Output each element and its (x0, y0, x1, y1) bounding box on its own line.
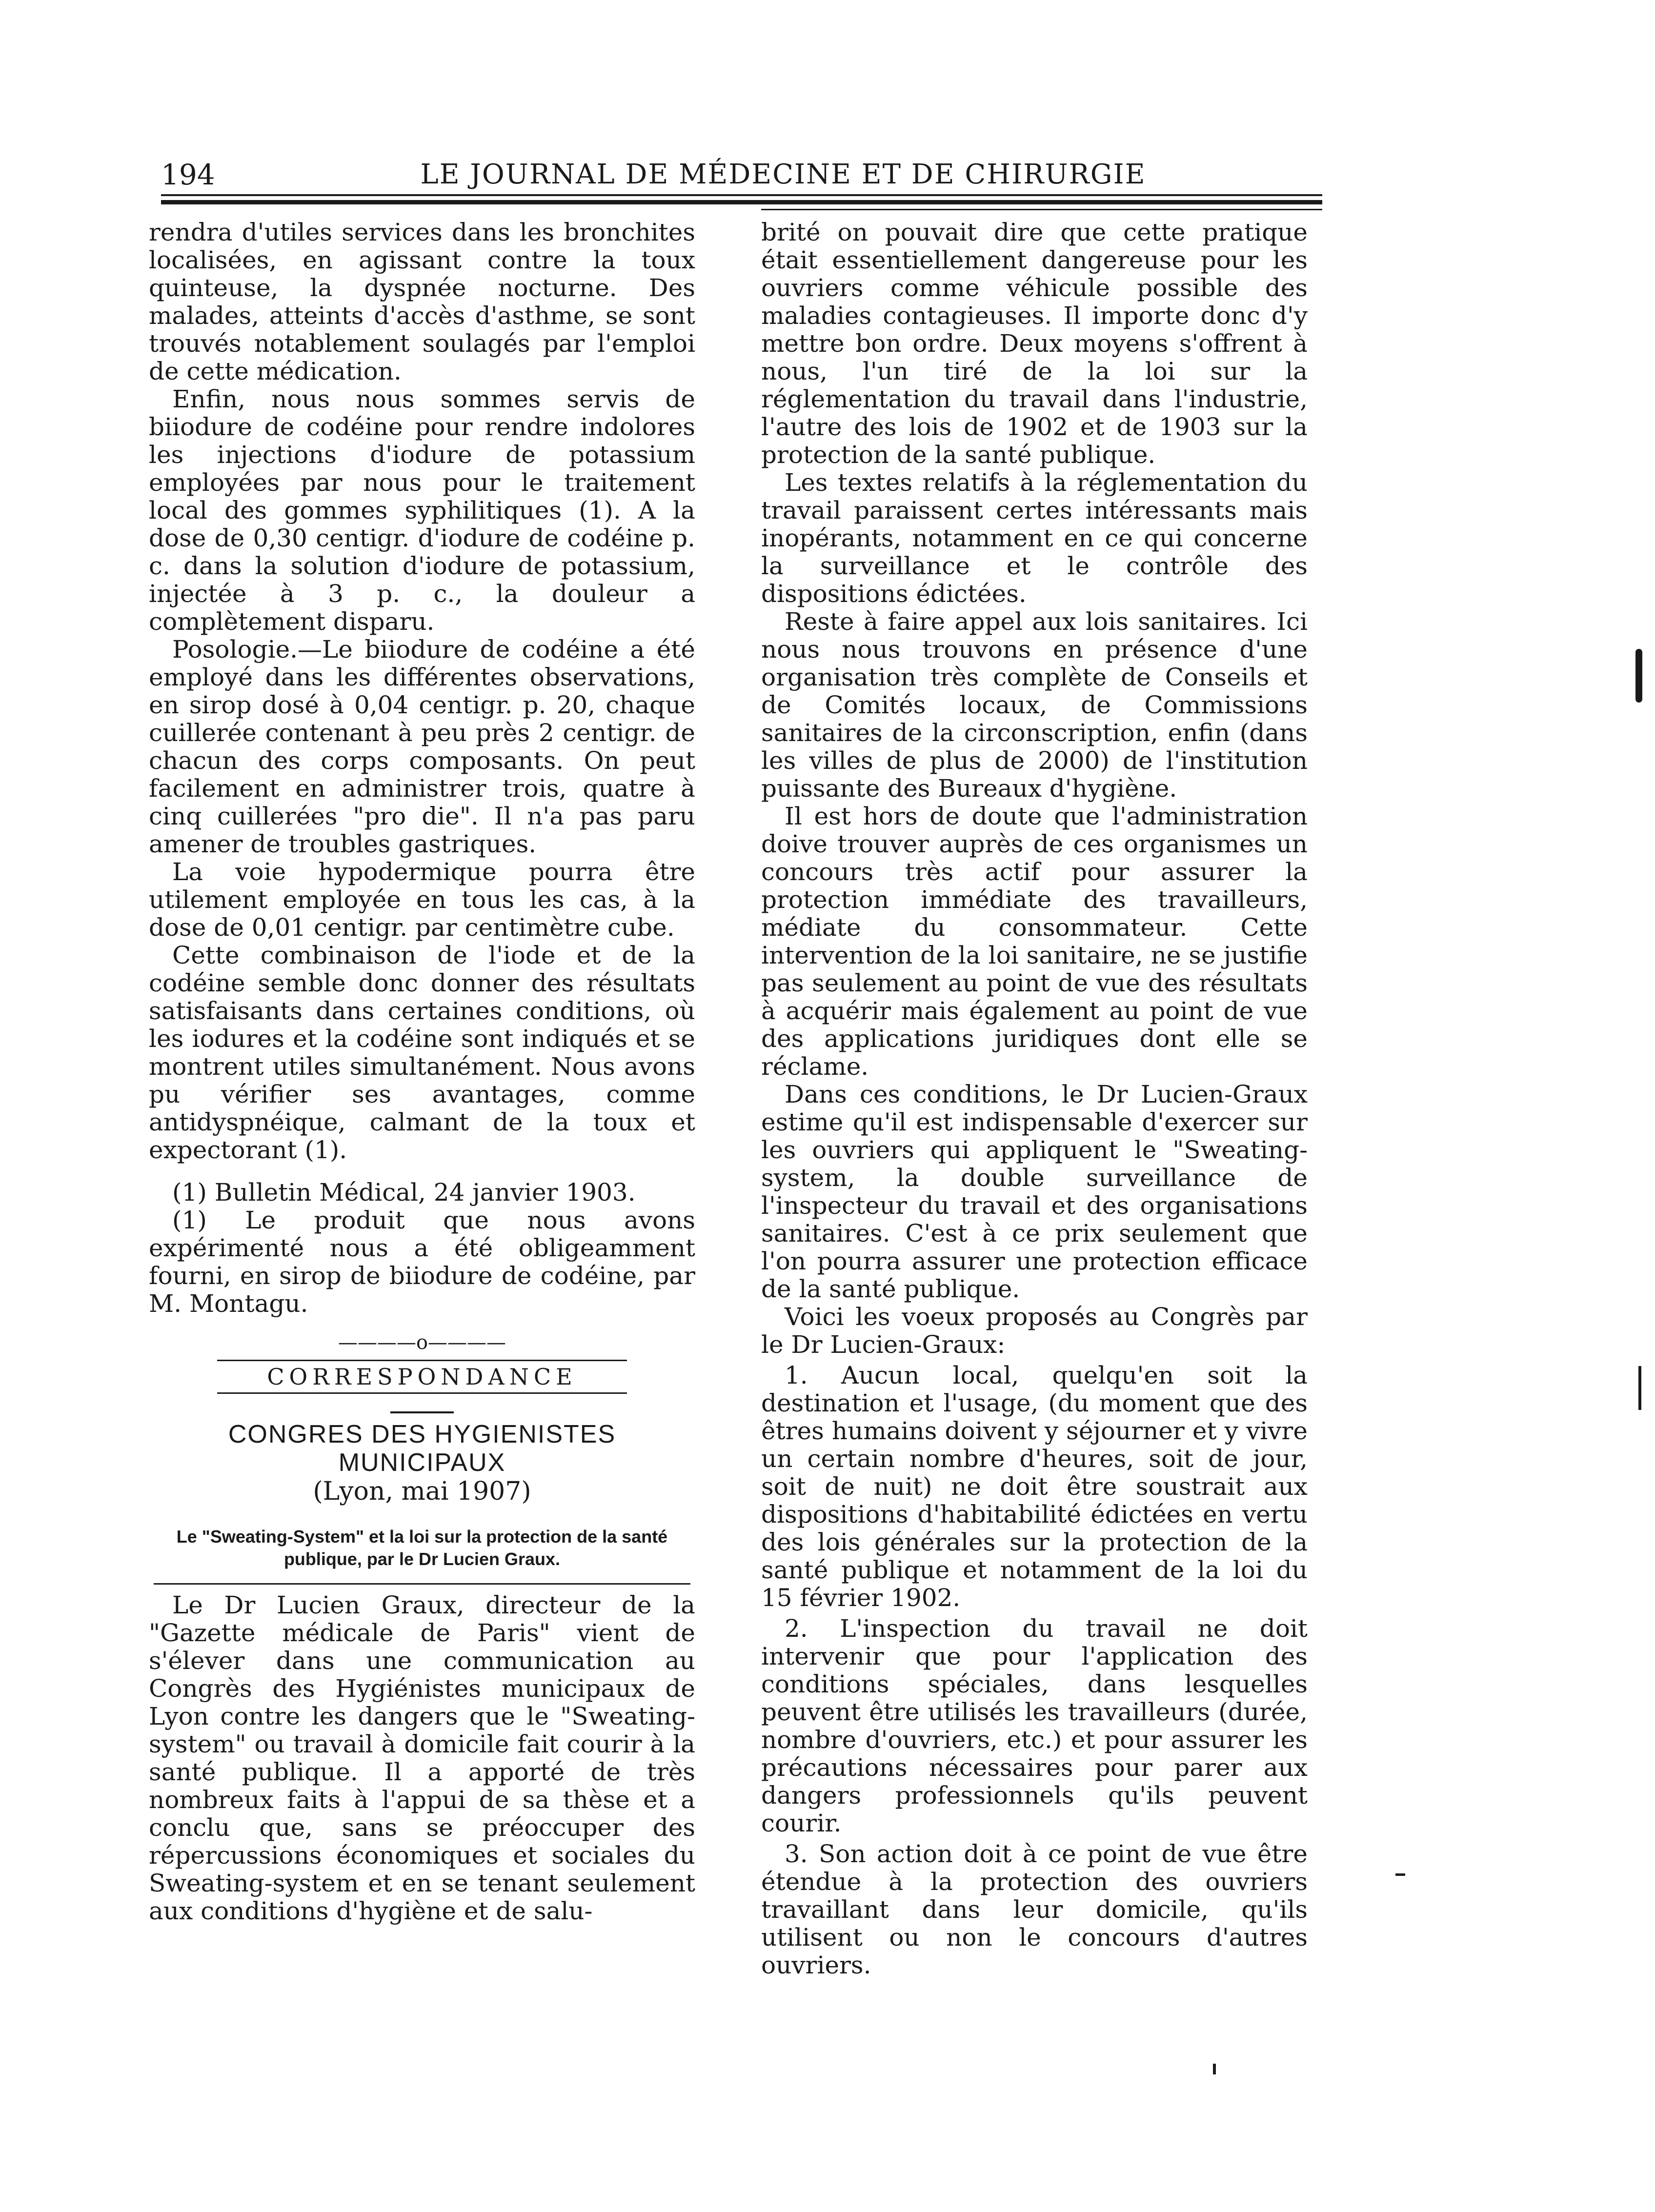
divider-mark: o (416, 1331, 428, 1354)
paragraph: Reste à faire appel aux lois sanitaires. Ici nous nous trouvons en présence d'une organisation très complète de Conseils et de Comités locaux, de Commissions sanitaires de la circonscription, enfin (dans les villes de plus de 2000) de l'institution puissante des Bureaux d'hygiène. (761, 607, 1308, 803)
article-heading: Le "Sweating-System" et la loi sur la protection de la santé publique, par le Dr Lucien Graux. (176, 1527, 668, 1569)
divider-rule-right: ———— (428, 1331, 506, 1354)
numbered-item: 2. L'inspection du travail ne doit intervenir que pour l'application des conditions spéciales, dans lesquelles peuvent être utilisés les travailleurs (durée, nombre d'ouvriers, etc.) et pour assurer les précautions nécessaires pour parer aux dangers professionnels qu'ils peuvent courir. (761, 1614, 1308, 1837)
congress-title: CONGRES DES HYGIENISTES MUNICIPAUX (228, 1420, 616, 1477)
paragraph: Cette combinaison de l'iode et de la codéine semble donc donner des résultats satisfaisants dans certaines conditions, où les iodures et la codéine sont indiqués et se montrent utiles simultanément. Nous avons pu vérifier ses avantages, comme antidyspnéique, calmant de la toux et expectorant (1). (149, 941, 695, 1164)
section-divider (149, 1330, 695, 1355)
section-title: CORRESPONDANCE (217, 1360, 627, 1394)
header-rule-short (761, 209, 1322, 210)
header-rule-thin (161, 194, 1322, 196)
margin-mark (1635, 649, 1642, 703)
numbered-item: 3. Son action doit à ce point de vue être étendue à la protection des ouvriers travaillant dans leur domicile, qu'ils utilisent ou non le concours d'autres ouvriers. (761, 1840, 1308, 1979)
margin-mark (1395, 1873, 1405, 1876)
divider-rule-left: ———— (338, 1331, 416, 1354)
paragraph: La voie hypodermique pourra être utilement employée en tous les cas, à la dose de 0,01 centigr. par centimètre cube. (149, 858, 695, 942)
congress-subtitle: (Lyon, mai 1907) (313, 1477, 531, 1506)
paragraph: Posologie.—Le biiodure de codéine a été employé dans les différentes observations, en sirop dosé à 0,04 centigr. p. 20, chaque cuillerée contenant à peu près 2 centigr. de chacun des corps composants. On peut facilement en administrer trois, quatre à cinq cuillerées "pro die". Il n'a pas paru amener de troubles gastriques. (149, 635, 695, 858)
paragraph: Il est hors de doute que l'administration doive trouver auprès de ces organismes un concours très actif pour assurer la protection immédiate des travailleurs, médiate du consommateur. Cette intervention de la loi sanitaire, ne se justifie pas seulement au point de vue des résultats à acquérir mais également au point de vue des applications juridiques dont elle se réclame. (761, 802, 1308, 1081)
margin-mark (1638, 1366, 1641, 1410)
numbered-item: 1. Aucun local, quelqu'en soit la destination et l'usage, (du moment que des êtres humains doivent y séjourner et y vivre un certain nombre d'heures, soit de jour, soit de nuit) ne doit être soustrait aux dispositions d'habitabilité édictées en vertu des lois générales sur la protection de la santé publique et notamment de la loi du 15 février 1902. (761, 1361, 1308, 1612)
paragraph: brité on pouvait dire que cette pratique était essentiellement dangereuse pour les ouvriers comme véhicule possible des maladies contagieuses. Il importe donc d'y mettre bon ordre. Deux moyens s'offrent à nous, l'un tiré de la loi sur la réglementation du travail dans l'industrie, l'autre des lois de 1902 et de 1903 sur la protection de la santé publique. (761, 219, 1308, 469)
page-header (161, 155, 1322, 194)
paragraph: Voici les voeux proposés au Congrès par le Dr Lucien-Graux: (761, 1303, 1308, 1359)
running-title: LE JOURNAL DE MÉDECINE ET DE CHIRURGIE (420, 159, 1146, 190)
footnote: (1) Le produit que nous avons expérimenté nous a été obligeamment fourni, en sirop de biiodure de codéine, par M. Montagu. (149, 1206, 695, 1318)
left-column (149, 219, 695, 2024)
paragraph: Enfin, nous nous sommes servis de biiodure de codéine pour rendre indolores les injections d'iodure de potassium employées par nous pour le traitement local des gommes syphilitiques (1). A la dose de 0,30 centigr. d'iodure de codéine p. c. dans la solution d'iodure de potassium, injectée à 3 p. c., la douleur a complètement disparu. (149, 385, 695, 636)
footnote: (1) Bulletin Médical, 24 janvier 1903. (172, 1178, 636, 1207)
section-rule (390, 1411, 454, 1413)
paragraph: Les textes relatifs à la réglementation du travail paraissent certes intéressants mais inopérants, notamment en ce qui concerne la surveillance et le contrôle des dispositions édictées. (761, 468, 1308, 608)
footnotes (149, 1179, 695, 1318)
right-column (761, 219, 1308, 2024)
page-number: 194 (161, 158, 215, 191)
header-rule-thick (161, 200, 1322, 204)
paragraph: Le Dr Lucien Graux, directeur de la "Gazette médicale de Paris" vient de s'élever dans une communication au Congrès des Hygiénistes municipaux de Lyon contre les dangers que le "Sweating-system" ou travail à domicile fait courir à la santé publique. Il a apporté de très nombreux faits à l'appui de sa thèse et a conclu que, sans se préoccuper des répercussions économiques et sociales du Sweating-system et en se tenant seulement aux conditions d'hygiène et de salu- (149, 1591, 695, 1925)
paragraph: rendra d'utiles services dans les bronchites localisées, en agissant contre la toux quinteuse, la dyspnée nocturne. Des malades, atteints d'accès d'asthme, se sont trouvés notablement soulagés par l'emploi de cette médication. (149, 219, 695, 385)
article-rule (154, 1583, 690, 1585)
paragraph: Dans ces conditions, le Dr Lucien-Graux estime qu'il est indispensable d'exercer sur les ouvriers qui appliquent le "Sweating-system, la double surveillance de l'inspecteur du travail et des organisations sanitaires. C'est à ce prix seulement que l'on pourra assurer une protection efficace de la santé publique. (761, 1080, 1308, 1303)
margin-mark (1213, 2064, 1216, 2074)
